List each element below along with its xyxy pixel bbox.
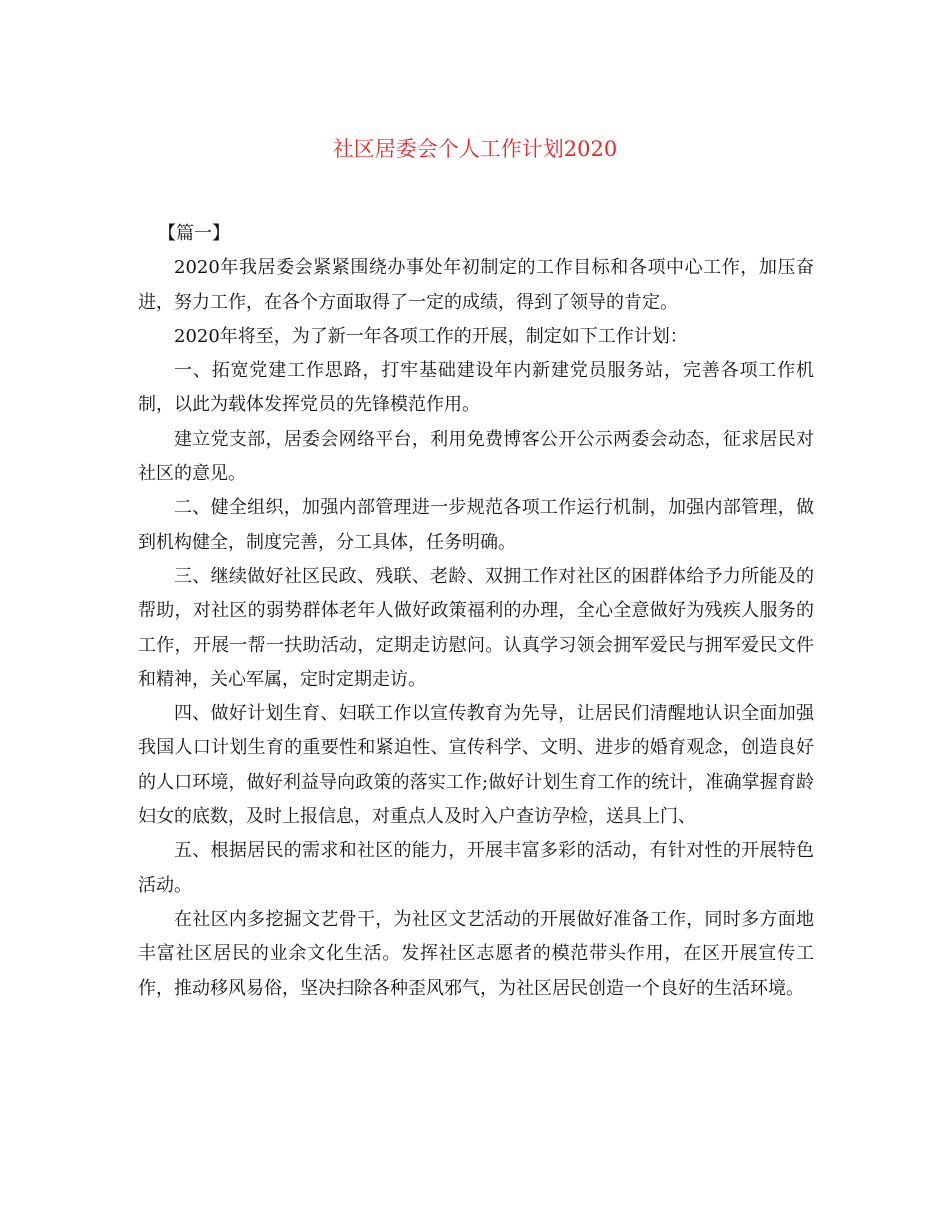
paragraph-item-3: 三、继续做好社区民政、残联、老龄、双拥工作对社区的困群体给予力所能及的帮助，对社区的弱势群体老年人做好政策福利的办理，全心全意做好为残疾人服务的工作，开展一帮一扶助活动，定期走访慰问。认真学习领会拥军爱民与拥军爱民文件和精神，关心军属，定时定期走访。 <box>138 565 814 690</box>
paragraph-intro: 2020年我居委会紧紧围绕办事处年初制定的工作目标和各项中心工作，加压奋进，努力工作，在各个方面取得了一定的成绩，得到了领导的肯定。 <box>138 257 814 313</box>
document-title: 社区居委会个人工作计划2020 <box>332 137 618 161</box>
paragraph-item-5: 五、根据居民的需求和社区的能力，开展丰富多彩的活动，有针对性的开展特色活动。 <box>138 840 814 896</box>
paragraph-item-1-detail: 建立党支部，居委会网络平台，利用免费博客公开公示两委会动态，征求居民对社区的意见。 <box>138 428 814 485</box>
paragraph-item-4: 四、做好计划生育、妇联工作以宣传教育为先导，让居民们清醒地认识全面加强我国人口计划生育的重要性和紧迫性、宣传科学、文明、进步的婚育观念，创造良好的人口环境，做好利益导向政策的落实工作;做好计划生育工作的统计，准确掌握育龄妇女的底数，及时上报信息，对重点人及时入户查访孕检，送具上门、 <box>138 703 814 828</box>
paragraph-item-2: 二、健全组织，加强内部管理进一步规范各项工作运行机制，加强内部管理，做到机构健全，制度完善，分工具体，任务明确。 <box>138 497 814 553</box>
section-label: 【篇一】 <box>158 223 230 244</box>
document-body <box>138 217 814 1006</box>
paragraph-plan-lead: 2020年将至，为了新一年各项工作的开展，制定如下工作计划： <box>174 325 688 347</box>
paragraph-item-5-detail: 在社区内多挖掘文艺骨干，为社区文艺活动的开展做好准备工作，同时多方面地丰富社区居民的业余文化生活。发挥社区志愿者的模范带头作用，在区开展宣传工作，推动移风易俗，坚决扫除各种歪风邪气，为社区居民创造一个良好的生活环境。 <box>138 908 814 999</box>
paragraph-item-1: 一、拓宽党建工作思路，打牢基础建设年内新建党员服务站，完善各项工作机制，以此为载体发挥党员的先锋模范作用。 <box>138 360 814 416</box>
